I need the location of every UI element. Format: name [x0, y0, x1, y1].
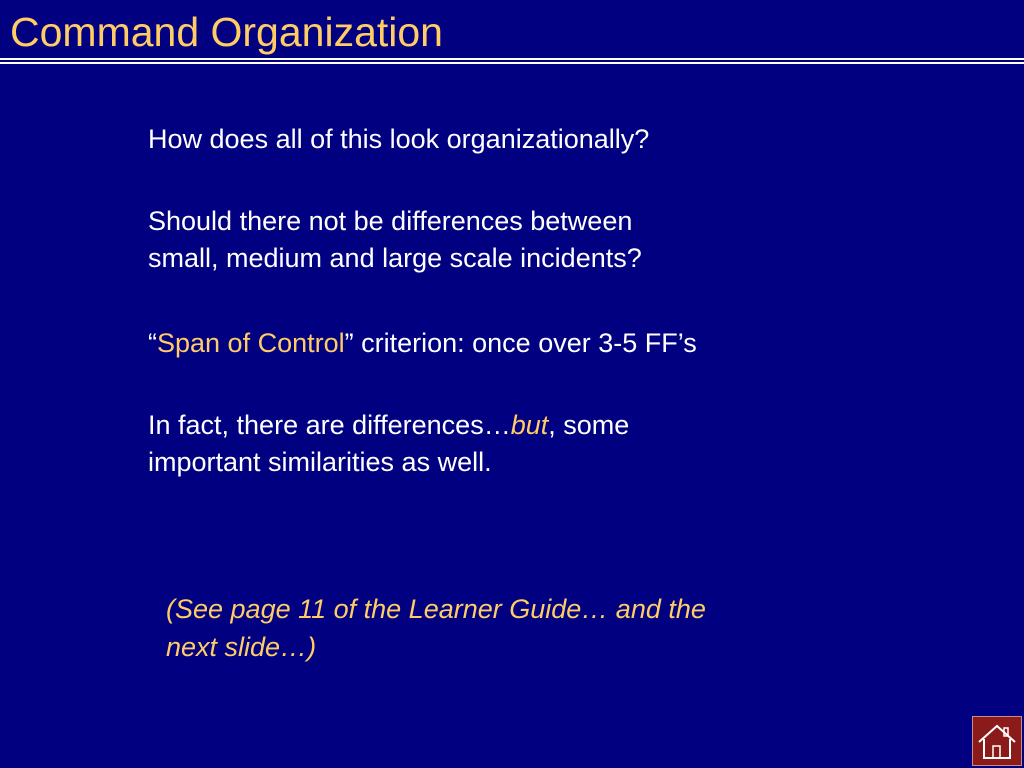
question-scale-line-2: small, medium and large scale incidents? [148, 243, 642, 273]
title-divider-bottom [0, 62, 1024, 64]
span-of-control-criterion [148, 325, 908, 362]
home-icon [973, 717, 1021, 765]
criterion-text: ” criterion: once over 3-5 FF’s [344, 328, 697, 358]
slide-title: Command Organization [10, 9, 443, 55]
question-scale-line-1: Should there not be differences between [148, 206, 633, 236]
home-button[interactable] [972, 716, 1022, 766]
open-quote: “ [148, 328, 157, 358]
span-of-control-term: Span of Control [157, 328, 345, 358]
learner-guide-reference [166, 590, 886, 666]
question-organization [148, 121, 908, 158]
differences-statement [148, 407, 908, 481]
title-divider-top [0, 58, 1024, 60]
but-emphasis: but [510, 410, 549, 440]
differences-line-2: important similarities as well. [148, 447, 492, 477]
question-organization-text: How does all of this look organizationally? [148, 124, 650, 154]
question-scale-differences [148, 203, 908, 277]
differences-end: , some [548, 410, 630, 440]
differences-start: In fact, there are differences… [148, 410, 511, 440]
reference-line-2: next slide…) [166, 632, 317, 662]
reference-line-1: (See page 11 of the Learner Guide… and the [166, 594, 706, 624]
